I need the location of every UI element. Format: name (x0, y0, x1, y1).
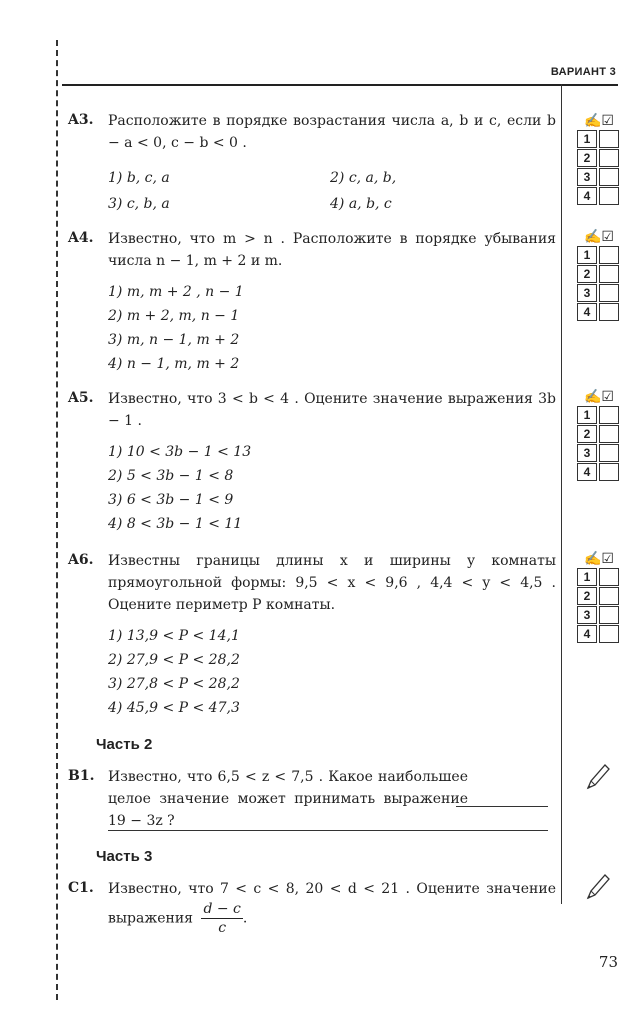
c1-fraction (201, 900, 242, 937)
a4-option-4: 4) n − 1, m, m + 2 (108, 356, 240, 372)
answer-box-2[interactable] (599, 425, 619, 443)
answer-column-divider (561, 84, 562, 904)
grid-number: 4 (577, 303, 597, 321)
a6-option-4: 4) 45,9 < P < 47,3 (108, 700, 240, 716)
grid-number: 2 (577, 265, 597, 283)
a3-answer-grid (573, 112, 625, 206)
answer-box-1[interactable] (599, 130, 619, 148)
answer-box-1[interactable] (599, 406, 619, 424)
question-b1-text: Известно, что 6,5 < z < 7,5 . Какое наибольшее целое значение может принимать выражение 19 − 3z ? (108, 769, 468, 829)
answer-box-1[interactable] (599, 568, 619, 586)
grid-number: 3 (577, 168, 597, 186)
grid-number: 2 (577, 149, 597, 167)
pencil-icon (584, 872, 610, 902)
question-a5-number: A5. (68, 390, 94, 406)
grid-head-mark: ✍☑ (584, 551, 614, 567)
a4-option-3: 3) m, n − 1, m + 2 (108, 332, 240, 348)
question-a4-number: A4. (68, 230, 94, 246)
a5-option-4: 4) 8 < 3b − 1 < 11 (108, 516, 243, 532)
a5-option-2: 2) 5 < 3b − 1 < 8 (108, 468, 234, 484)
a6-option-2: 2) 27,9 < P < 28,2 (108, 652, 240, 668)
b1-answer-line[interactable] (456, 806, 548, 807)
a6-option-3: 3) 27,8 < P < 28,2 (108, 676, 240, 692)
c1-fraction-denominator: c (218, 920, 227, 936)
answer-box-2[interactable] (599, 587, 619, 605)
grid-number: 2 (577, 425, 597, 443)
a5-option-1: 1) 10 < 3b − 1 < 13 (108, 444, 252, 460)
question-c1-text: Известно, что 7 < c < 8, 20 < d < 21 . Оцените значение выражения (108, 881, 556, 927)
a5-answer-grid (573, 388, 625, 482)
grid-number: 1 (577, 568, 597, 586)
answer-box-4[interactable] (599, 463, 619, 481)
a5-option-3: 3) 6 < 3b − 1 < 9 (108, 492, 234, 508)
a4-answer-grid (573, 228, 625, 322)
pencil-icon (584, 762, 610, 792)
grid-head-mark: ✍☑ (584, 389, 614, 405)
question-a6-text: Известны границы длины x и ширины y комнаты прямоугольной формы: 9,5 < x < 9,6 , 4,4 < y < 4,5 . Оцените периметр P комнаты. (108, 553, 556, 613)
a4-option-2: 2) m + 2, m, n − 1 (108, 308, 240, 324)
part-3-heading: Часть 3 (96, 848, 153, 865)
question-a6-number: A6. (68, 552, 94, 568)
page-number: 73 (598, 953, 618, 971)
grid-number: 1 (577, 130, 597, 148)
cut-line (56, 40, 58, 1000)
grid-number: 3 (577, 606, 597, 624)
answer-box-4[interactable] (599, 303, 619, 321)
a3-option-1: 1) b, c, a (108, 170, 170, 186)
a3-option-4: 4) a, b, c (330, 196, 392, 212)
a3-option-2: 2) c, a, b, (330, 170, 397, 186)
a3-option-3: 3) c, b, a (108, 196, 170, 212)
grid-head-mark: ✍☑ (584, 229, 614, 245)
answer-box-3[interactable] (599, 444, 619, 462)
grid-head-mark: ✍☑ (584, 113, 614, 129)
part-2-heading: Часть 2 (96, 736, 153, 753)
grid-number: 1 (577, 246, 597, 264)
question-a3-number: A3. (68, 112, 94, 128)
grid-number: 3 (577, 284, 597, 302)
question-c1-text-wrap: Известно, что 7 < c < 8, 20 < d < 21 . Оцените значение выражения $\frac{d - c}{c}$ . (108, 881, 556, 936)
a6-option-1: 1) 13,9 < P < 14,1 (108, 628, 240, 644)
answer-box-3[interactable] (599, 284, 619, 302)
variant-label: ВАРИАНТ 3 (550, 66, 616, 78)
answer-box-2[interactable] (599, 265, 619, 283)
question-a4-text: Известно, что m > n . Расположите в порядке убывания числа n − 1, m + 2 и m. (108, 231, 556, 269)
grid-number: 3 (577, 444, 597, 462)
answer-box-3[interactable] (599, 606, 619, 624)
grid-number: 2 (577, 587, 597, 605)
answer-box-3[interactable] (599, 168, 619, 186)
a4-option-1: 1) m, m + 2 , n − 1 (108, 284, 244, 300)
question-a5-text: Известно, что 3 < b < 4 . Оцените значение выражения 3b − 1 . (108, 391, 556, 429)
grid-number: 1 (577, 406, 597, 424)
a6-answer-grid (573, 550, 625, 644)
grid-number: 4 (577, 463, 597, 481)
question-c1-number: C1. (68, 880, 94, 896)
c1-fraction-numerator: d − c (203, 901, 241, 917)
grid-number: 4 (577, 187, 597, 205)
question-a3-text: Расположите в порядке возрастания числа a, b и c, если b − a < 0, c − b < 0 . (108, 113, 556, 151)
header-rule (62, 84, 618, 86)
b1-answer-line-2[interactable] (108, 830, 548, 831)
question-b1-number: B1. (68, 768, 95, 784)
answer-box-1[interactable] (599, 246, 619, 264)
answer-box-4[interactable] (599, 187, 619, 205)
grid-number: 4 (577, 625, 597, 643)
answer-box-2[interactable] (599, 149, 619, 167)
answer-box-4[interactable] (599, 625, 619, 643)
